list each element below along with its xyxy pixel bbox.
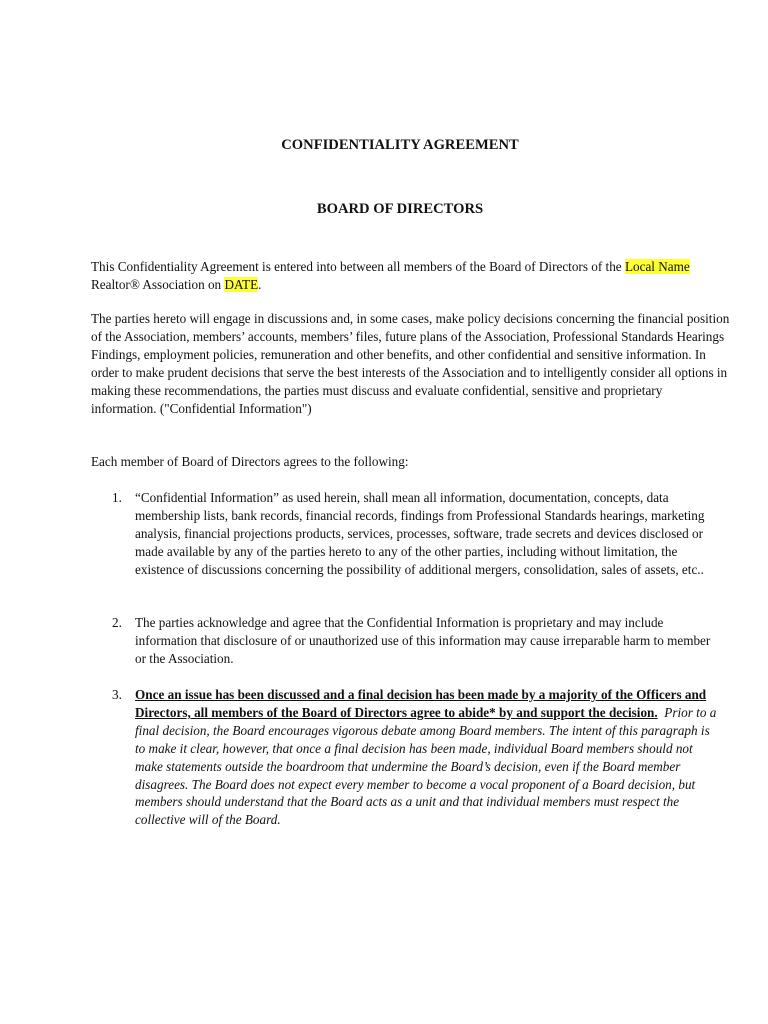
list-item-number: 1. bbox=[112, 490, 122, 505]
intro-suffix: . bbox=[258, 276, 262, 292]
list-item bbox=[91, 686, 731, 829]
list-item-text: “Confidential Information” as used herein, shall mean all information, documentation, concepts, data membership lists, bank records, financial records, findings from Professional Standards hearings, marketing analysis, financial projections products, services, processes, software, trade secrets and devices disclosed or made available by any of the parties hereto to any of the other parties, including without limitation, the existence of discussions concerning the possibility of additional mergers, consolidation, sales of assets, etc.. bbox=[135, 490, 705, 577]
intro-middle: Realtor® Association on bbox=[91, 276, 225, 292]
intro-prefix: This Confidentiality Agreement is entered into between all members of the Board of Directors of the bbox=[91, 259, 622, 274]
document-subtitle: BOARD OF DIRECTORS bbox=[316, 201, 484, 217]
list-item bbox=[91, 489, 731, 579]
purpose-paragraph: The parties hereto will engage in discussions and, in some cases, make policy decisions concerning the financial position of the Association, members’ accounts, members’ files, future plans of the Association, Professional Standards Hearings Findings, employment policies, remuneration and other benefits, and other confidential and sensitive information. In order to make prudent decisions that serve the best interests of the Association and to intelligently consider all options in making these recommendations, the parties must discuss and evaluate confidential, sensitive and proprietary information. ("Confidential Information") bbox=[91, 311, 730, 416]
agreement-lead: Each member of Board of Directors agrees to the following: bbox=[91, 454, 409, 469]
intro-paragraph bbox=[91, 258, 731, 294]
list-item-number: 3. bbox=[112, 687, 122, 702]
document-title: CONFIDENTIALITY AGREEMENT bbox=[281, 137, 519, 153]
local-name-placeholder: Local Name bbox=[624, 259, 690, 274]
list-item bbox=[91, 614, 731, 668]
list-item-number: 2. bbox=[112, 615, 122, 630]
list-item-text bbox=[135, 686, 719, 829]
decision-explanation: Prior to a final decision, the Board encourages vigorous debate among Board members. The intent of this paragraph is to make it clear, however, that once a final decision has been made, individual Board members should not make statements outside the boardroom that undermine the Board’s decision, even if the Board member disagrees. The Board does not expect every member to become a vocal proponent of a Board decision, but members should understand that the Board acts as a unit and that individual members must respect the collective will of the Board. bbox=[135, 704, 717, 828]
date-placeholder: DATE bbox=[224, 276, 259, 292]
decision-statement: Once an issue has been discussed and a final decision has been made by a majority of the Officers and Directors, all members of the Board of Directors agree to abide* by and support the decision. bbox=[135, 687, 707, 720]
list-item-text: The parties acknowledge and agree that the Confidential Information is proprietary and may include information that disclosure of or unauthorized use of this information may cause irreparable harm to member or the Association. bbox=[135, 615, 711, 666]
